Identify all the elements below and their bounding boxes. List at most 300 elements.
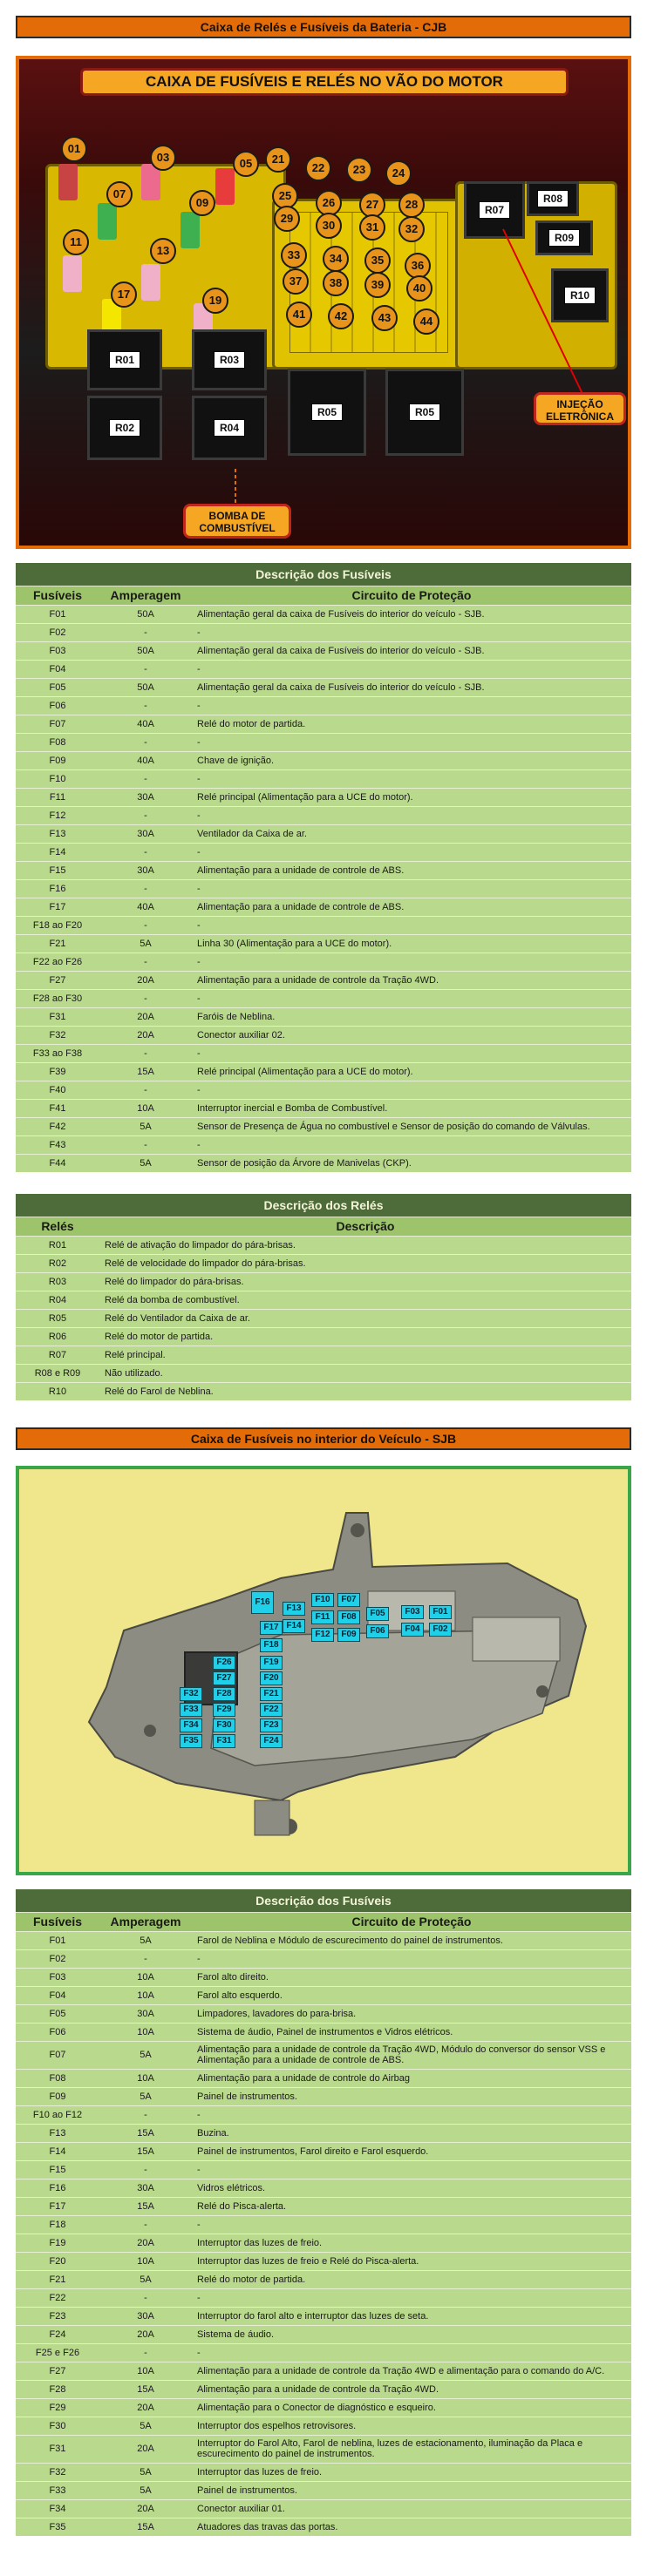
table-cell: F34: [16, 2499, 99, 2518]
sjb-fuse-label: F01: [429, 1605, 452, 1619]
table-row: [16, 2023, 631, 2041]
table-cell: F02: [16, 623, 99, 641]
table-cell: F14: [16, 2142, 99, 2160]
table-row: [16, 1236, 631, 1254]
table-cell: 30A: [99, 824, 192, 843]
table-cell: Chave de ignição.: [192, 751, 631, 769]
sjb-fuse-label: F09: [337, 1628, 360, 1642]
sjb-fuse-label: F19: [260, 1656, 283, 1670]
fuse-marker: 31: [359, 214, 385, 241]
fuse-marker: 36: [405, 253, 431, 279]
table-cell: F27: [16, 2362, 99, 2380]
fuse-marker: 24: [385, 160, 412, 186]
table-cell: -: [192, 1081, 631, 1099]
table-cell: Sensor de Presença de Água no combustível e Sensor de posição do comando de Válvulas.: [192, 1117, 631, 1135]
table-cell: F18: [16, 2215, 99, 2234]
table-cell: Relé da bomba de combustível.: [99, 1291, 631, 1309]
sjb-fuse-label: F03: [401, 1605, 424, 1619]
table-row: [16, 2124, 631, 2142]
table-cell: Interruptor das luzes de freio.: [192, 2234, 631, 2252]
col-header: Descrição: [99, 1217, 631, 1236]
fuse-marker: 23: [346, 157, 372, 183]
table-row: [16, 824, 631, 843]
table-cell: F12: [16, 806, 99, 824]
table-cell: F07: [16, 715, 99, 733]
table-cell: 5A: [99, 2481, 192, 2499]
table-cell: -: [99, 2215, 192, 2234]
sjb-fuse-label: F34: [180, 1718, 202, 1732]
fuse-marker: 21: [265, 146, 291, 173]
fuse-marker: 44: [413, 308, 439, 335]
table-cell: 20A: [99, 2398, 192, 2417]
table-cell: F35: [16, 2518, 99, 2536]
fuse-marker: 25: [272, 183, 298, 209]
sjb-fuse-label: F12: [311, 1628, 334, 1642]
table-cell: F39: [16, 1062, 99, 1081]
col-header: Circuito de Proteção: [192, 1912, 631, 1931]
table-row: [16, 2362, 631, 2380]
fuse-marker: 39: [364, 272, 391, 298]
sjb-fuse-label: F17: [260, 1621, 283, 1635]
table-cell: R05: [16, 1309, 99, 1327]
table-cell: F14: [16, 843, 99, 861]
table-cell: -: [192, 806, 631, 824]
table-cell: -: [99, 916, 192, 934]
table-cell: Alimentação geral da caixa de Fusíveis do interior do veículo - SJB.: [192, 641, 631, 660]
table-cell: -: [99, 2343, 192, 2362]
table-cell: F30: [16, 2417, 99, 2435]
table-row: [16, 989, 631, 1007]
table-cell: F10: [16, 769, 99, 788]
table-row: [16, 2004, 631, 2023]
sjb-fuse-label: F31: [213, 1734, 235, 1748]
table-cell: F15: [16, 861, 99, 879]
fuse-marker: 32: [398, 216, 425, 242]
table-cell: Interruptor do farol alto e interruptor das luzes de seta.: [192, 2307, 631, 2325]
table-cell: 10A: [99, 1968, 192, 1986]
table-cell: 20A: [99, 1007, 192, 1026]
sjb-fuse-label: F02: [429, 1623, 452, 1637]
table-cell: F09: [16, 751, 99, 769]
sjb-fuse-label: F07: [337, 1593, 360, 1607]
table-row: [16, 733, 631, 751]
table-row: [16, 1062, 631, 1081]
relay-table: [16, 1194, 631, 1400]
table-cell: 20A: [99, 2234, 192, 2252]
table-cell: Interruptor das luzes de freio.: [192, 2463, 631, 2481]
table-cell: Painel de instrumentos.: [192, 2087, 631, 2105]
table-cell: 10A: [99, 2252, 192, 2270]
table-cell: 30A: [99, 861, 192, 879]
table-cell: R03: [16, 1272, 99, 1291]
relay-r05-a: R05: [288, 369, 366, 456]
table-cell: R04: [16, 1291, 99, 1309]
col-header: Circuito de Proteção: [192, 586, 631, 605]
fuse-marker: 05: [233, 151, 259, 177]
table-cell: Relé principal.: [99, 1346, 631, 1364]
table-cell: 30A: [99, 788, 192, 806]
table-row: [16, 916, 631, 934]
table-row: [16, 1309, 631, 1327]
table-cell: 50A: [99, 605, 192, 623]
table-cell: 40A: [99, 751, 192, 769]
table-cell: -: [192, 660, 631, 678]
sjb-fuse-label: F05: [366, 1607, 389, 1621]
table-cell: Interruptor dos espelhos retrovisores.: [192, 2417, 631, 2435]
sjb-fuse-label: F06: [366, 1624, 389, 1638]
table-cell: -: [99, 952, 192, 971]
table-cell: F04: [16, 1986, 99, 2004]
fuse-marker: 11: [63, 229, 89, 255]
table-cell: -: [192, 843, 631, 861]
table-row: [16, 2463, 631, 2481]
table-caption: Descrição dos Fusíveis: [16, 1889, 631, 1912]
relay-r08: R08: [527, 181, 579, 216]
table-row: [16, 1968, 631, 1986]
table-cell: -: [192, 696, 631, 715]
table-cell: 10A: [99, 1986, 192, 2004]
table-row: [16, 2041, 631, 2069]
table-cell: Conector auxiliar 02.: [192, 1026, 631, 1044]
table-caption: Descrição dos Fusíveis: [16, 563, 631, 586]
table-cell: -: [99, 989, 192, 1007]
callout-injecao-eletronica: INJEÇÃO ELETRÔNICA: [534, 392, 626, 425]
fuse-marker: 28: [398, 192, 425, 218]
table-cell: Sensor de posição da Árvore de Manivelas (CKP).: [192, 1154, 631, 1172]
table-row: [16, 1044, 631, 1062]
table-row: [16, 2252, 631, 2270]
fuse-marker: 42: [328, 303, 354, 329]
table-row: [16, 1135, 631, 1154]
table-cell: -: [99, 2160, 192, 2179]
table-caption: Descrição dos Relés: [16, 1194, 631, 1217]
table-row: [16, 2142, 631, 2160]
table-cell: F17: [16, 898, 99, 916]
table-row: [16, 2215, 631, 2234]
table-cell: F02: [16, 1949, 99, 1968]
table-cell: F28: [16, 2380, 99, 2398]
table-cell: F23: [16, 2307, 99, 2325]
table-cell: 15A: [99, 2197, 192, 2215]
sjb-fuse-label: F24: [260, 1734, 283, 1748]
table-cell: F10 ao F12: [16, 2105, 99, 2124]
sjb-fuse-label: F16: [251, 1591, 274, 1614]
table-cell: Interruptor das luzes de freio e Relé do Pisca-alerta.: [192, 2252, 631, 2270]
fuse-marker: 40: [406, 275, 432, 302]
table-cell: Relé do Ventilador da Caixa de ar.: [99, 1309, 631, 1327]
sjb-fuse-label: F32: [180, 1687, 202, 1701]
fuse-marker: 30: [316, 213, 342, 239]
table-row: [16, 2325, 631, 2343]
table-cell: 10A: [99, 2069, 192, 2087]
table-cell: -: [99, 1135, 192, 1154]
sjb-fuse-label: F23: [260, 1718, 283, 1732]
table-row: [16, 1364, 631, 1382]
table-cell: F16: [16, 2179, 99, 2197]
sjb-fuse-label: F35: [180, 1734, 202, 1748]
table-cell: F28 ao F30: [16, 989, 99, 1007]
table-row: [16, 769, 631, 788]
table-row: [16, 660, 631, 678]
fuse-marker: 41: [286, 302, 312, 328]
table-cell: -: [192, 989, 631, 1007]
table-row: [16, 806, 631, 824]
table-cell: Buzina.: [192, 2124, 631, 2142]
table-cell: 5A: [99, 934, 192, 952]
table-cell: Alimentação para a unidade de controle de ABS.: [192, 861, 631, 879]
table-row: [16, 2499, 631, 2518]
table-cell: 20A: [99, 2435, 192, 2463]
fuse-marker: 19: [202, 288, 228, 314]
table-row: [16, 696, 631, 715]
relay-r03: R03: [192, 329, 267, 390]
table-cell: -: [192, 623, 631, 641]
table-body: [16, 605, 631, 1172]
table-cell: Farol alto esquerdo.: [192, 1986, 631, 2004]
table-row: [16, 2160, 631, 2179]
table-cell: -: [192, 1135, 631, 1154]
table-row: [16, 751, 631, 769]
table-cell: 10A: [99, 2362, 192, 2380]
table-row: [16, 898, 631, 916]
callout-pointers: [19, 59, 628, 546]
table-cell: -: [99, 1949, 192, 1968]
table-cell: R10: [16, 1382, 99, 1400]
fuse-marker: 01: [61, 136, 87, 162]
table-cell: -: [99, 2288, 192, 2307]
table-row: [16, 1154, 631, 1172]
table-cell: 15A: [99, 2142, 192, 2160]
table-cell: 5A: [99, 2417, 192, 2435]
table-cell: Relé do motor de partida.: [99, 1327, 631, 1346]
table-cell: F24: [16, 2325, 99, 2343]
engine-fuse-table: [16, 563, 631, 1172]
table-cell: 30A: [99, 2179, 192, 2197]
table-row: [16, 2380, 631, 2398]
table-cell: -: [192, 2160, 631, 2179]
fuse-box-body: [19, 1469, 628, 1872]
table-cell: F13: [16, 2124, 99, 2142]
table-cell: 5A: [99, 1154, 192, 1172]
section-title-sjb: Caixa de Fusíveis no interior do Veículo - SJB: [16, 1427, 631, 1450]
interior-fuse-table: [16, 1889, 631, 2536]
sjb-fuse-label: F11: [311, 1610, 334, 1624]
col-header: Relés: [16, 1217, 99, 1236]
photo-banner: CAIXA DE FUSÍVEIS E RELÉS NO VÃO DO MOTOR: [80, 68, 569, 96]
table-cell: 30A: [99, 2004, 192, 2023]
table-row: [16, 788, 631, 806]
table-cell: Conector auxiliar 01.: [192, 2499, 631, 2518]
table-cell: F06: [16, 2023, 99, 2041]
table-cell: Alimentação para o Conector de diagnóstico e esqueiro.: [192, 2398, 631, 2417]
table-row: [16, 641, 631, 660]
table-row: [16, 1346, 631, 1364]
table-cell: F08: [16, 733, 99, 751]
table-cell: F33 ao F38: [16, 1044, 99, 1062]
relay-r05-b: R05: [385, 369, 464, 456]
table-cell: 5A: [99, 1117, 192, 1135]
table-cell: 5A: [99, 1931, 192, 1949]
col-header: Amperagem: [99, 586, 192, 605]
table-row: [16, 623, 631, 641]
table-cell: Relé do Pisca-alerta.: [192, 2197, 631, 2215]
table-row: [16, 2270, 631, 2288]
table-cell: Painel de instrumentos, Farol direito e Farol esquerdo.: [192, 2142, 631, 2160]
table-cell: Não utilizado.: [99, 1364, 631, 1382]
table-cell: Relé do motor de partida.: [192, 2270, 631, 2288]
fuse-marker: 35: [364, 247, 391, 274]
table-cell: R08 e R09: [16, 1364, 99, 1382]
table-row: [16, 2087, 631, 2105]
section-title-cjb: Caixa de Relés e Fusíveis da Bateria - CJB: [16, 16, 631, 38]
table-cell: Alimentação para a unidade de controle da Tração 4WD.: [192, 971, 631, 989]
table-cell: F31: [16, 2435, 99, 2463]
table-cell: F17: [16, 2197, 99, 2215]
fuse-marker: 37: [283, 268, 309, 295]
table-cell: Alimentação para a unidade de controle da Tração 4WD.: [192, 2380, 631, 2398]
table-row: [16, 1931, 631, 1949]
table-cell: -: [99, 623, 192, 641]
table-cell: F15: [16, 2160, 99, 2179]
table-cell: 50A: [99, 678, 192, 696]
fuse-marker: 22: [305, 155, 331, 181]
relay-r01: R01: [87, 329, 162, 390]
table-row: [16, 2179, 631, 2197]
table-row: [16, 2435, 631, 2463]
table-cell: R01: [16, 1236, 99, 1254]
table-row: [16, 2518, 631, 2536]
table-cell: Farol alto direito.: [192, 1968, 631, 1986]
table-cell: 15A: [99, 1062, 192, 1081]
table-cell: 5A: [99, 2270, 192, 2288]
table-row: [16, 2343, 631, 2362]
table-cell: -: [99, 806, 192, 824]
table-cell: F44: [16, 1154, 99, 1172]
table-cell: -: [192, 2105, 631, 2124]
interior-fuse-box-photo: [16, 1466, 631, 1875]
table-cell: 20A: [99, 2499, 192, 2518]
table-cell: 15A: [99, 2380, 192, 2398]
sjb-fuse-label: F27: [213, 1671, 235, 1685]
table-cell: F06: [16, 696, 99, 715]
table-cell: 15A: [99, 2518, 192, 2536]
sjb-fuse-label: F26: [213, 1656, 235, 1670]
table-cell: F25 e F26: [16, 2343, 99, 2362]
table-cell: F11: [16, 788, 99, 806]
sjb-fuse-label: F04: [401, 1623, 424, 1637]
table-cell: 20A: [99, 1026, 192, 1044]
table-cell: F18 ao F20: [16, 916, 99, 934]
table-cell: F13: [16, 824, 99, 843]
table-row: [16, 2417, 631, 2435]
fuse-marker: 29: [274, 206, 300, 232]
table-row: [16, 1117, 631, 1135]
fuse-marker: 17: [111, 281, 137, 308]
table-cell: Interruptor do Farol Alto, Farol de neblina, luzes de estacionamento, iluminação da Placa e escurecimento do painel de instrumentos.: [192, 2435, 631, 2463]
table-cell: Faróis de Neblina.: [192, 1007, 631, 1026]
table-cell: F32: [16, 2463, 99, 2481]
sjb-fuse-label: F10: [311, 1593, 334, 1607]
table-cell: R06: [16, 1327, 99, 1346]
sjb-fuse-label: F20: [260, 1671, 283, 1685]
sjb-fuse-label: F08: [337, 1610, 360, 1624]
table-cell: F33: [16, 2481, 99, 2499]
table-cell: Interruptor inercial e Bomba de Combustível.: [192, 1099, 631, 1117]
table-cell: F42: [16, 1117, 99, 1135]
col-header: Amperagem: [99, 1912, 192, 1931]
table-cell: Relé principal (Alimentação para a UCE do motor).: [192, 788, 631, 806]
sjb-fuse-label: F28: [213, 1687, 235, 1701]
table-cell: F03: [16, 1968, 99, 1986]
table-cell: -: [99, 733, 192, 751]
fuse-marker: 09: [189, 190, 215, 216]
table-cell: Atuadores das travas das portas.: [192, 2518, 631, 2536]
table-cell: Linha 30 (Alimentação para a UCE do motor).: [192, 934, 631, 952]
table-cell: F21: [16, 2270, 99, 2288]
table-cell: Sistema de áudio.: [192, 2325, 631, 2343]
table-cell: F22: [16, 2288, 99, 2307]
table-cell: Vidros elétricos.: [192, 2179, 631, 2197]
callout-bomba-combustivel: BOMBA DE COMBUSTÍVEL: [183, 504, 291, 539]
sjb-fuse-label: F29: [213, 1703, 235, 1717]
table-row: [16, 2234, 631, 2252]
table-cell: -: [99, 660, 192, 678]
table-cell: F03: [16, 641, 99, 660]
table-row: [16, 1007, 631, 1026]
fuse-marker: 27: [359, 192, 385, 218]
table-cell: 40A: [99, 898, 192, 916]
table-row: [16, 879, 631, 898]
table-cell: 20A: [99, 971, 192, 989]
table-cell: Relé do Farol de Neblina.: [99, 1382, 631, 1400]
table-cell: 10A: [99, 2023, 192, 2041]
table-cell: F32: [16, 1026, 99, 1044]
table-cell: F01: [16, 605, 99, 623]
sjb-fuse-label: F30: [213, 1718, 235, 1732]
table-cell: Relé de ativação do limpador do pára-brisas.: [99, 1236, 631, 1254]
table-cell: F29: [16, 2398, 99, 2417]
fuse-marker: 03: [150, 145, 176, 171]
table-cell: F05: [16, 678, 99, 696]
table-cell: -: [99, 1081, 192, 1099]
table-cell: F04: [16, 660, 99, 678]
table-row: [16, 971, 631, 989]
table-cell: -: [99, 843, 192, 861]
relay-r10: R10: [551, 268, 609, 322]
table-cell: Alimentação geral da caixa de Fusíveis do interior do veículo - SJB.: [192, 605, 631, 623]
table-row: [16, 2307, 631, 2325]
table-row: [16, 2481, 631, 2499]
table-row: [16, 1099, 631, 1117]
table-cell: F31: [16, 1007, 99, 1026]
table-cell: -: [192, 1949, 631, 1968]
table-row: [16, 2288, 631, 2307]
table-cell: -: [99, 1044, 192, 1062]
sjb-fuse-label: F22: [260, 1703, 283, 1717]
table-cell: 10A: [99, 1099, 192, 1117]
table-cell: -: [192, 1044, 631, 1062]
table-cell: F07: [16, 2041, 99, 2069]
table-cell: -: [99, 2105, 192, 2124]
table-row: [16, 2398, 631, 2417]
table-cell: Alimentação para a unidade de controle da Tração 4WD, Módulo do conversor do sensor VSS e Alimentação para a unidade de controle de ABS.: [192, 2041, 631, 2069]
table-cell: 40A: [99, 715, 192, 733]
table-row: [16, 2105, 631, 2124]
table-cell: F08: [16, 2069, 99, 2087]
table-cell: F09: [16, 2087, 99, 2105]
sjb-fuse-label: F14: [283, 1619, 305, 1633]
table-cell: Relé de velocidade do limpador do pára-brisas.: [99, 1254, 631, 1272]
